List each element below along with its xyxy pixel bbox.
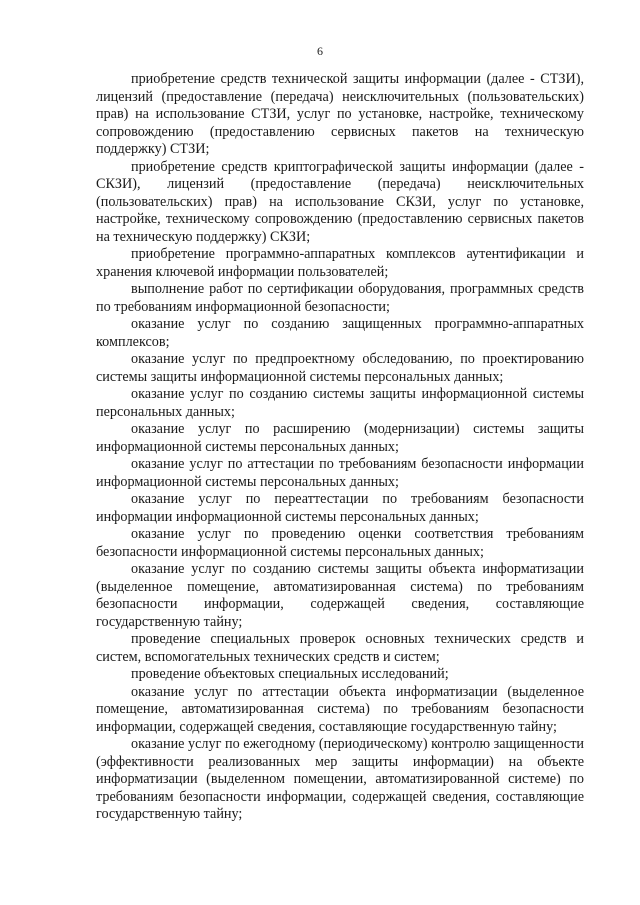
- paragraph-object-attestation: оказание услуг по аттестации объекта информатизации (выделенное помещение, автоматизированная система) по требованиям безопасности информации, содержащей сведения, составляющие государственную тайну;: [96, 683, 584, 735]
- paragraph-certification: выполнение работ по сертификации оборудования, программных средств по требованиям информационной безопасности;: [96, 281, 584, 315]
- paragraph-ispdn-protection-creation: оказание услуг по созданию системы защиты информационной системы персональных данных;: [96, 386, 584, 420]
- paragraph-ispdn-attestation: оказание услуг по аттестации по требованиям безопасности информации информационной системы персональных данных;: [96, 456, 584, 490]
- paragraph-skzi: приобретение средств криптографической защиты информации (далее - СКЗИ), лицензий (предоставление (передача) неисключительных (пользовательских) прав) на использование СКЗИ, услуг по установке, настройке, техническому сопровождению (предоставлению сервисных пакетов на техническую поддержку) СКЗИ;: [96, 158, 584, 245]
- page-number: 6: [317, 44, 323, 58]
- paragraph-ispdn-conformity-assessment: оказание услуг по проведению оценки соответствия требованиям безопасности информационной системы персональных данных;: [96, 526, 584, 560]
- paragraph-object-special-research: проведение объектовых специальных исследований;: [131, 666, 449, 682]
- document-body: [96, 71, 584, 824]
- paragraph-ispdn-modernization: оказание услуг по расширению (модернизации) системы защиты информационной системы персональных данных;: [96, 421, 584, 455]
- paragraph-protected-complexes: оказание услуг по созданию защищенных программно-аппаратных комплексов;: [96, 316, 584, 350]
- paragraph-pre-project-survey: оказание услуг по предпроектному обследованию, по проектированию системы защиты информационной системы персональных данных;: [96, 351, 584, 385]
- paragraph-stzi: приобретение средств технической защиты информации (далее - СТЗИ), лицензий (предоставление (передача) неисключительных (пользовательских) прав) на использование СТЗИ, услуг по установке, настройке, техническому сопровождению (предоставлению сервисных пакетов на техническую поддержку) СТЗИ;: [96, 71, 584, 157]
- paragraph-ispdn-reattestation: оказание услуг по переаттестации по требованиям безопасности информации информационной системы персональных данных;: [96, 491, 584, 525]
- paragraph-object-protection-creation: оказание услуг по созданию системы защиты объекта информатизации (выделенное помещение, автоматизированная система) по требованиям безопасности информации, содержащей сведения, составляющие государственную тайну;: [96, 561, 584, 630]
- paragraph-special-checks: проведение специальных проверок основных технических средств и систем, вспомогательных технических средств и систем;: [96, 631, 584, 665]
- paragraph-authentication-complexes: приобретение программно-аппаратных комплексов аутентификации и хранения ключевой информации пользователей;: [96, 246, 584, 280]
- paragraph-annual-control: оказание услуг по ежегодному (периодическому) контролю защищенности (эффективности реализованных мер защиты информации) на объекте информатизации (выделенном помещении, автоматизированной системе) по требованиям безопасности информации, содержащей сведения, составляющие государственную тайну;: [96, 736, 584, 822]
